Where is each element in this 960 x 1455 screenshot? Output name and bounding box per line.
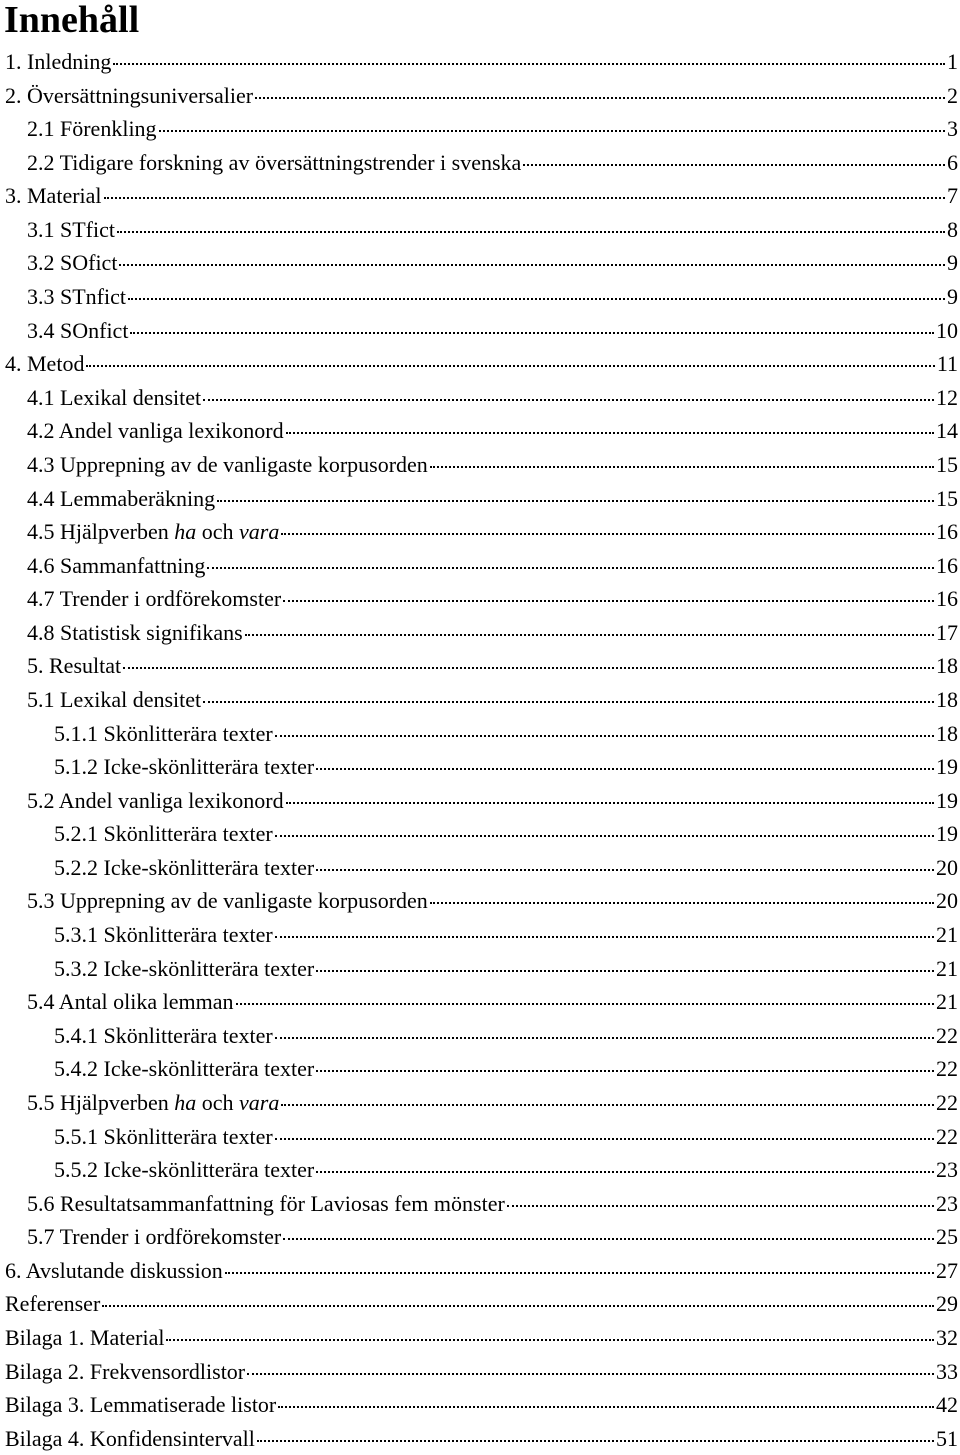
toc-entry-text: 5.1.1 Skönlitterära texter [54, 720, 273, 746]
toc-entry-page-number: 1 [947, 49, 958, 74]
toc-entry-text: och [196, 1089, 239, 1115]
toc-entry[interactable] [0, 314, 960, 348]
toc-entry[interactable] [0, 246, 960, 280]
toc-entry-page-number: 16 [936, 552, 958, 578]
dot-leader [123, 667, 934, 669]
toc-entry-label [27, 381, 201, 415]
toc-entry-label [54, 1120, 273, 1154]
toc-entry-label [54, 817, 273, 851]
toc-entry-page-number: 18 [936, 653, 958, 679]
dot-leader [166, 1339, 934, 1341]
dot-leader [316, 1171, 934, 1173]
dot-leader [86, 365, 934, 367]
toc-entry-label [27, 1086, 279, 1120]
toc-entry-text: 5.3 Upprepning av de vanligaste korpusorden [27, 888, 428, 914]
toc-entry-text: 3.4 SOnfict [27, 317, 129, 343]
toc-entry[interactable] [0, 884, 960, 918]
toc-entry-label [54, 1153, 314, 1187]
toc-entry-text: 2.1 Förenkling [27, 116, 157, 142]
toc-entry-text: 5.1.2 Icke-skönlitterära texter [54, 754, 315, 780]
toc-entry[interactable] [0, 79, 960, 113]
toc-entry-page-number: 3 [947, 116, 958, 142]
toc-entry-page-number: 22 [936, 1123, 958, 1149]
toc-entry-page-number: 10 [936, 317, 958, 343]
toc-entry[interactable] [0, 851, 960, 885]
dot-leader [430, 902, 934, 904]
toc-entry-label [5, 1355, 245, 1389]
dot-leader [275, 1138, 934, 1140]
toc-entry-text: 5.1 Lexikal densitet [27, 686, 202, 712]
toc-entry-label [54, 918, 273, 952]
toc-entry-page-number: 16 [936, 519, 958, 545]
toc-entry-page-number: 42 [936, 1392, 958, 1418]
toc-entry-text: 4.7 Trender i ordförekomster [27, 586, 282, 612]
toc-entry-label [5, 179, 102, 213]
toc-entry[interactable] [0, 1052, 960, 1086]
dot-leader [257, 1440, 934, 1442]
toc-entry-text: 5.7 Trender i ordförekomster [27, 1224, 282, 1250]
toc-entry-text: Bilaga 3. Lemmatiserade listor [5, 1392, 277, 1418]
toc-entry-label [54, 1019, 273, 1053]
toc-entry[interactable] [0, 683, 960, 717]
toc-entry-text: 3. Material [5, 183, 102, 209]
toc-entry-text: 4. Metod [5, 351, 85, 377]
toc-entry[interactable] [0, 1254, 960, 1288]
dot-leader [316, 1070, 934, 1072]
toc-entry-page-number: 20 [936, 854, 958, 880]
toc-entry-text: 5.2 Andel vanliga lexikonord [27, 787, 284, 813]
toc-entry[interactable] [0, 1153, 960, 1187]
toc-entry-label [27, 884, 428, 918]
dot-leader [119, 264, 945, 266]
dot-leader [283, 600, 934, 602]
dot-leader [245, 634, 934, 636]
toc-entry[interactable] [0, 1388, 960, 1422]
toc-entry-text: 4.1 Lexikal densitet [27, 384, 202, 410]
toc-entry-text: Bilaga 1. Material [5, 1324, 165, 1350]
toc-entry-page-number: 22 [936, 1056, 958, 1082]
toc-entry[interactable] [0, 381, 960, 415]
toc-entry-page-number: 11 [936, 351, 958, 377]
toc-entry-label [27, 280, 126, 314]
toc-entry-page-number: 9 [947, 284, 958, 310]
dot-leader [255, 97, 945, 99]
toc-entry-page-number: 12 [936, 384, 958, 410]
toc-entry-text: 5.4.2 Icke-skönlitterära texter [54, 1056, 315, 1082]
table-of-contents [0, 45, 960, 1455]
toc-entry-text: 5.2.2 Icke-skönlitterära texter [54, 854, 315, 880]
toc-entry-page-number: 15 [936, 485, 958, 511]
toc-entry[interactable] [0, 1086, 960, 1120]
toc-entry-label [54, 1052, 314, 1086]
dot-leader [507, 1205, 934, 1207]
toc-entry[interactable] [0, 146, 960, 180]
toc-entry-label [5, 347, 84, 381]
dot-leader [203, 399, 934, 401]
toc-entry-page-number: 29 [936, 1291, 958, 1317]
dot-leader [113, 63, 945, 65]
toc-entry-text: 5.6 Resultatsammanfattning för Laviosas fem mönster [27, 1190, 505, 1216]
toc-entry-page-number: 6 [947, 149, 958, 175]
dot-leader [159, 130, 945, 132]
dot-leader [281, 1104, 934, 1106]
toc-entry-italic-term: ha [174, 1089, 197, 1115]
dot-leader [275, 835, 934, 837]
dot-leader [275, 936, 934, 938]
toc-entry-page-number: 17 [936, 619, 958, 645]
toc-entry-text: 5.2.1 Skönlitterära texter [54, 821, 273, 847]
dot-leader [283, 1238, 934, 1240]
toc-entry[interactable] [0, 45, 960, 79]
toc-entry-page-number: 27 [936, 1257, 958, 1283]
toc-entry-text: 5.5.1 Skönlitterära texter [54, 1123, 273, 1149]
toc-entry-label [27, 246, 117, 280]
toc-entry-label [27, 683, 201, 717]
toc-entry-text: 5.5 Hjälpverben [27, 1089, 175, 1115]
dot-leader [207, 567, 934, 569]
dot-leader [430, 466, 934, 468]
toc-entry-label [54, 750, 314, 784]
toc-entry[interactable] [0, 985, 960, 1019]
toc-entry[interactable] [0, 717, 960, 751]
dot-leader [225, 1272, 934, 1274]
dot-leader [523, 164, 945, 166]
toc-entry-text: Bilaga 2. Frekvensordlistor [5, 1358, 246, 1384]
toc-entry-label [54, 717, 273, 751]
toc-entry-page-number: 7 [947, 183, 958, 209]
toc-entry[interactable] [0, 918, 960, 952]
toc-entry[interactable] [0, 1287, 960, 1321]
toc-entry-page-number: 22 [936, 1089, 958, 1115]
toc-entry-label [27, 414, 284, 448]
toc-entry-label [54, 851, 314, 885]
toc-entry-label [27, 582, 281, 616]
toc-entry[interactable] [0, 1187, 960, 1221]
toc-entry-page-number: 22 [936, 1022, 958, 1048]
toc-entry-label [5, 1388, 276, 1422]
toc-entry-label [27, 314, 128, 348]
toc-entry-page-number: 25 [936, 1224, 958, 1250]
dot-leader [128, 298, 945, 300]
toc-entry[interactable] [0, 649, 960, 683]
toc-entry-text: 3.2 SOfict [27, 250, 118, 276]
toc-entry-text: och [196, 519, 239, 545]
toc-entry-label [27, 549, 205, 583]
dot-leader [117, 231, 945, 233]
toc-entry-label [27, 515, 279, 549]
dot-leader [217, 500, 934, 502]
toc-entry[interactable] [0, 549, 960, 583]
toc-entry-text: 6. Avslutande diskussion [5, 1257, 223, 1283]
toc-entry-page-number: 19 [936, 754, 958, 780]
toc-entry[interactable] [0, 347, 960, 381]
toc-entry-page-number: 19 [936, 821, 958, 847]
toc-entry[interactable] [0, 1220, 960, 1254]
dot-leader [286, 432, 934, 434]
toc-entry-page-number: 18 [936, 720, 958, 746]
toc-entry-text: 1. Inledning [5, 49, 112, 74]
toc-entry-label [27, 482, 215, 516]
toc-entry-label [5, 45, 111, 79]
toc-entry-page-number: 51 [936, 1425, 958, 1451]
toc-entry-page-number: 33 [936, 1358, 958, 1384]
toc-entry[interactable] [0, 112, 960, 146]
toc-entry-page-number: 32 [936, 1324, 958, 1350]
toc-entry-label [27, 213, 115, 247]
toc-entry-text: 5.4.1 Skönlitterära texter [54, 1022, 273, 1048]
toc-entry[interactable] [0, 952, 960, 986]
toc-entry[interactable] [0, 179, 960, 213]
toc-entry-page-number: 9 [947, 250, 958, 276]
toc-entry-label [5, 1422, 255, 1455]
toc-entry-italic-term: vara [239, 1089, 280, 1115]
toc-entry-text: 4.3 Upprepning av de vanligaste korpusorden [27, 451, 428, 477]
toc-entry-page-number: 8 [947, 216, 958, 242]
toc-entry-label [5, 1287, 100, 1321]
toc-entry-label [27, 649, 121, 683]
toc-entry-page-number: 19 [936, 787, 958, 813]
toc-entry-page-number: 15 [936, 451, 958, 477]
toc-entry[interactable] [0, 784, 960, 818]
toc-entry[interactable] [0, 1355, 960, 1389]
toc-entry-page-number: 20 [936, 888, 958, 914]
toc-entry-italic-term: ha [174, 519, 197, 545]
page-title: Innehåll [4, 0, 140, 41]
dot-leader [286, 802, 934, 804]
toc-entry-label [27, 112, 157, 146]
dot-leader [316, 768, 934, 770]
dot-leader [316, 869, 934, 871]
dot-leader [281, 533, 934, 535]
toc-entry-page-number: 21 [936, 955, 958, 981]
toc-entry-text: 5.3.1 Skönlitterära texter [54, 922, 273, 948]
toc-entry-label [27, 448, 428, 482]
toc-entry-page-number: 2 [947, 82, 958, 108]
toc-entry-text: Bilaga 4. Konfidensintervall [5, 1425, 255, 1451]
dot-leader [275, 735, 934, 737]
toc-entry-text: 4.2 Andel vanliga lexikonord [27, 418, 284, 444]
toc-entry-label [5, 1321, 164, 1355]
toc-entry-text: Referenser [5, 1291, 101, 1317]
toc-entry-text: 4.8 Statistisk signifikans [27, 619, 243, 645]
toc-entry-text: 5.4 Antal olika lemman [27, 989, 234, 1015]
dot-leader [130, 332, 934, 334]
toc-entry-text: 2. Översättningsuniversalier [5, 82, 254, 108]
dot-leader [275, 1037, 934, 1039]
toc-entry-page-number: 21 [936, 922, 958, 948]
toc-entry-label [27, 784, 284, 818]
toc-entry-page-number: 23 [936, 1190, 958, 1216]
toc-entry-text: 3.1 STfict [27, 216, 115, 242]
dot-leader [203, 701, 934, 703]
toc-entry[interactable] [0, 515, 960, 549]
toc-entry[interactable] [0, 1019, 960, 1053]
dot-leader [102, 1305, 934, 1307]
toc-entry[interactable] [0, 448, 960, 482]
toc-entry-text: 2.2 Tidigare forskning av översättningstrender i svenska [27, 149, 522, 175]
toc-entry-page-number: 18 [936, 686, 958, 712]
toc-entry-label [54, 952, 314, 986]
dot-leader [104, 197, 945, 199]
dot-leader [316, 970, 934, 972]
toc-entry-text: 4.4 Lemmaberäkning [27, 485, 216, 511]
toc-entry[interactable] [0, 414, 960, 448]
dot-leader [236, 1003, 934, 1005]
toc-entry[interactable] [0, 213, 960, 247]
toc-entry-italic-term: vara [239, 519, 280, 545]
toc-entry-text: 5.3.2 Icke-skönlitterära texter [54, 955, 315, 981]
toc-entry-text: 4.5 Hjälpverben [27, 519, 175, 545]
toc-entry-label [27, 985, 234, 1019]
toc-entry[interactable] [0, 616, 960, 650]
toc-entry[interactable] [0, 482, 960, 516]
toc-entry[interactable] [0, 1321, 960, 1355]
toc-entry[interactable] [0, 750, 960, 784]
toc-entry-text: 3.3 STnfict [27, 284, 126, 310]
toc-entry[interactable] [0, 1120, 960, 1154]
toc-entry-text: 5.5.2 Icke-skönlitterära texter [54, 1157, 315, 1183]
toc-entry-text: 5. Resultat [27, 653, 122, 679]
toc-entry-label [27, 1187, 505, 1221]
toc-entry-page-number: 16 [936, 586, 958, 612]
toc-entry-label [27, 1220, 281, 1254]
toc-entry-page-number: 14 [936, 418, 958, 444]
dot-leader [247, 1373, 934, 1375]
toc-entry-label [5, 1254, 223, 1288]
dot-leader [278, 1406, 934, 1408]
toc-entry[interactable] [0, 1422, 960, 1455]
toc-entry-label [5, 79, 253, 113]
toc-entry-text: 4.6 Sammanfattning [27, 552, 206, 578]
toc-entry[interactable] [0, 280, 960, 314]
toc-entry-label [27, 616, 243, 650]
toc-entry[interactable] [0, 817, 960, 851]
toc-entry-page-number: 23 [936, 1157, 958, 1183]
toc-entry[interactable] [0, 582, 960, 616]
toc-entry-label [27, 146, 521, 180]
toc-entry-page-number: 21 [936, 989, 958, 1015]
